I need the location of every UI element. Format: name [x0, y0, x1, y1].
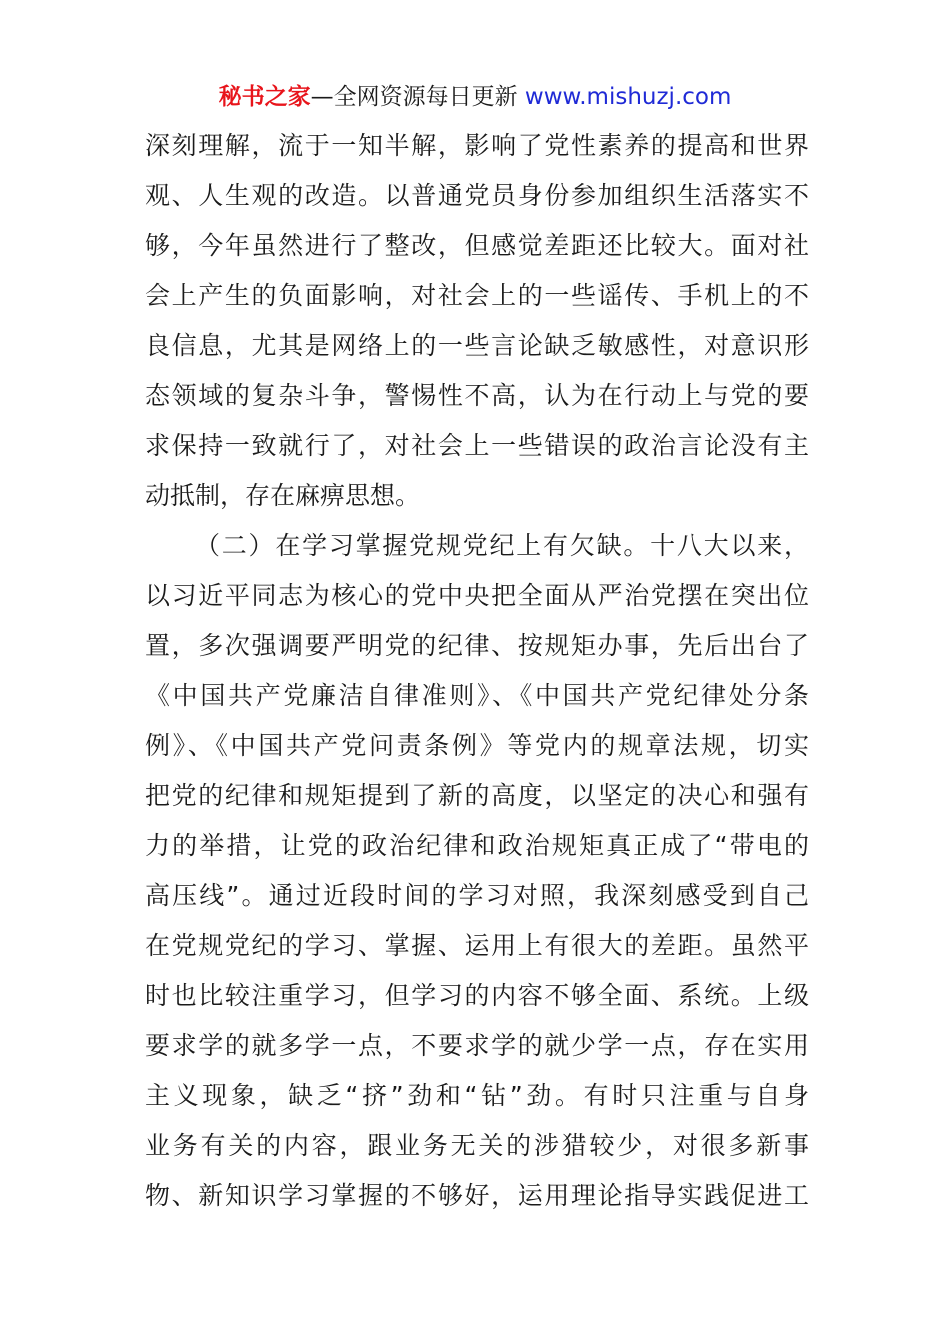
text-line: 观、人生观的改造。以普通党员身份参加组织生活落实不 — [145, 181, 809, 210]
text-line: 业务有关的内容，跟业务无关的涉猎较少，对很多新事 — [145, 1131, 809, 1160]
paragraph-end-line: 动抵制，存在麻痹思想。 — [145, 481, 421, 510]
text-line: 《中国共产党廉洁自律准则》、《中国共产党纪律处分条 — [145, 681, 809, 710]
text-line: 物、新知识学习掌握的不够好，运用理论指导实践促进工 — [145, 1181, 809, 1210]
text-line: 置，多次强调要严明党的纪律、按规矩办事，先后出台了 — [145, 631, 809, 660]
site-header — [0, 80, 950, 114]
text-line: 够，今年虽然进行了整改，但感觉差距还比较大。面对社 — [145, 231, 809, 260]
document-body — [145, 121, 809, 1221]
text-line: 把党的纪律和规矩提到了新的高度，以坚定的决心和强有 — [145, 781, 809, 810]
text-line: 主义现象，缺乏“挤”劲和“钻”劲。有时只注重与自身 — [145, 1081, 809, 1110]
text-line: 要求学的就多学一点，不要求学的就少学一点，存在实用 — [145, 1031, 809, 1060]
site-brand: 秘书之家 — [218, 84, 311, 110]
text-line: 会上产生的负面影响，对社会上的一些谣传、手机上的不 — [145, 281, 809, 310]
site-tagline: —全网资源每日更新 — [310, 84, 518, 110]
text-line: 在党规党纪的学习、掌握、运用上有很大的差距。虽然平 — [145, 931, 809, 960]
text-line: 以习近平同志为核心的党中央把全面从严治党摆在突出位 — [145, 581, 809, 610]
section-heading-line: （二）在学习掌握党规党纪上有欠缺。十八大以来， — [195, 531, 809, 560]
text-line: 力的举措，让党的政治纪律和政治规矩真正成了“带电的 — [145, 831, 809, 860]
text-line: 高压线”。通过近段时间的学习对照，我深刻感受到自己 — [145, 881, 809, 910]
text-line: 求保持一致就行了，对社会上一些错误的政治言论没有主 — [145, 431, 809, 460]
text-line: 深刻理解，流于一知半解，影响了党性素养的提高和世界 — [145, 131, 809, 160]
text-line: 态领域的复杂斗争，警惕性不高，认为在行动上与党的要 — [145, 381, 809, 410]
text-line: 良信息，尤其是网络上的一些言论缺乏敏感性，对意识形 — [145, 331, 809, 360]
text-line: 例》、《中国共产党问责条例》等党内的规章法规，切实 — [145, 731, 809, 760]
text-line: 时也比较注重学习，但学习的内容不够全面、系统。上级 — [145, 981, 809, 1010]
site-url-link[interactable]: www.mishuzj.com — [524, 84, 732, 110]
